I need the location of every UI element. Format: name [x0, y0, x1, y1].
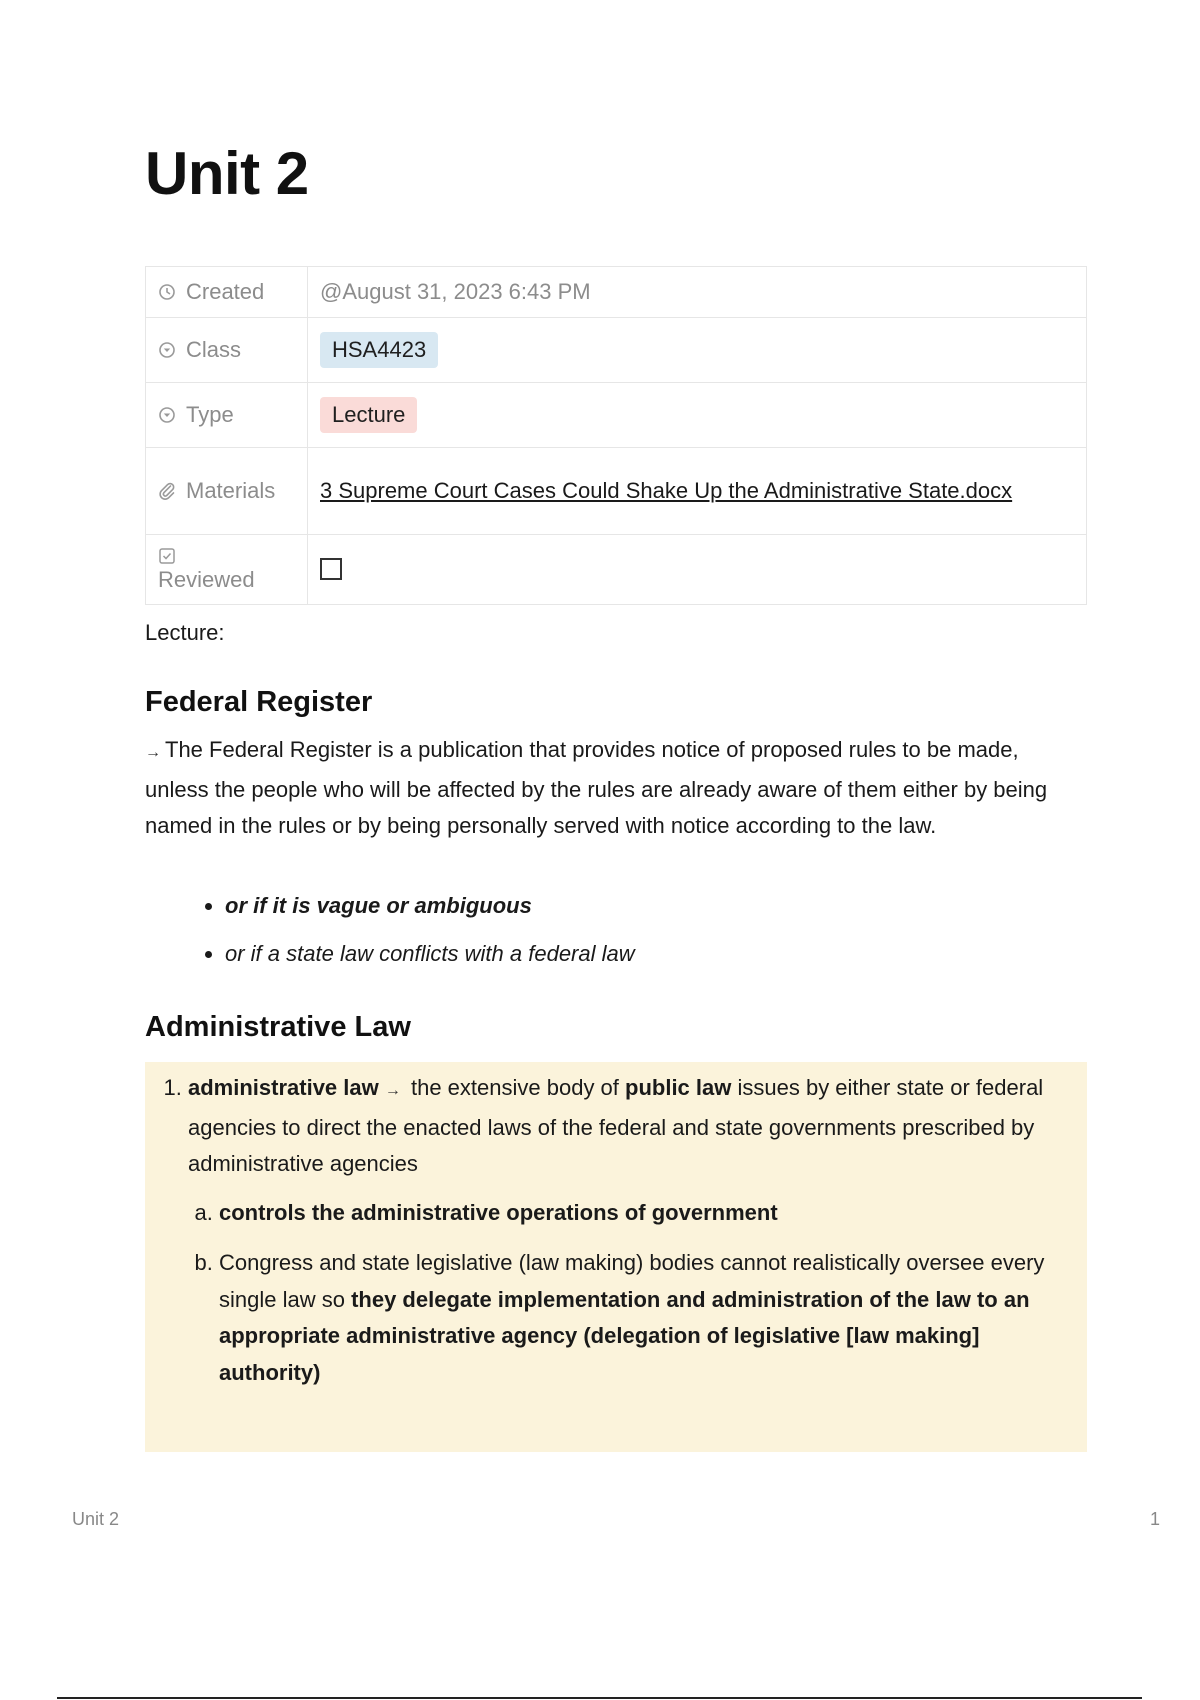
clock-icon — [158, 283, 176, 301]
list-item-administrative-law — [188, 1070, 1075, 1391]
property-key-class — [146, 318, 308, 383]
property-label-class: Class — [186, 337, 242, 362]
administrative-law-callout — [145, 1062, 1087, 1452]
property-value-created — [308, 267, 1087, 318]
administrative-law-list — [157, 1070, 1075, 1391]
arrow-icon: → — [384, 1082, 401, 1099]
term-public-law: public law — [625, 1075, 732, 1100]
class-tag[interactable]: HSA4423 — [320, 332, 438, 368]
properties-table — [145, 266, 1087, 605]
property-row-class — [146, 318, 1087, 383]
property-label-reviewed: Reviewed — [158, 566, 255, 592]
reviewed-checkbox[interactable] — [320, 558, 342, 580]
property-row-reviewed — [146, 535, 1087, 605]
page-title: Unit 2 — [145, 140, 309, 207]
property-value-type[interactable] — [308, 383, 1087, 448]
property-label-created: Created — [186, 279, 265, 304]
checkbox-icon — [158, 547, 295, 565]
page-number: 1 — [1149, 1509, 1160, 1529]
property-row-created — [146, 267, 1087, 318]
bullet-item-conflict: • or if a state law conflicts with a federal law — [225, 936, 1125, 972]
definition-text-b: issues by either state or federal agencies to direct the enacted laws of the federal and state governments prescribed by administrative agencies — [188, 1075, 1044, 1176]
sublist-item-b — [219, 1245, 1075, 1391]
property-value-class[interactable] — [308, 318, 1087, 383]
federal-register-bullets — [145, 888, 1125, 984]
property-value-materials[interactable] — [308, 448, 1087, 535]
federal-register-paragraph — [145, 732, 1075, 845]
property-row-materials — [146, 448, 1087, 535]
paperclip-icon — [158, 481, 176, 501]
sublist-item-a-text: controls the administrative operations of government — [219, 1199, 778, 1225]
property-row-type — [146, 383, 1087, 448]
property-key-created — [146, 267, 308, 318]
property-value-reviewed[interactable] — [308, 535, 1087, 605]
bottom-divider — [57, 1697, 1142, 1699]
property-key-reviewed — [146, 535, 308, 605]
bullet-item-vague: • or if it is vague or ambiguous — [225, 888, 1125, 924]
materials-file-link[interactable]: 3 Supreme Court Cases Could Shake Up the Administrative State.docx — [320, 478, 1013, 503]
sublist-item-b-bold: they delegate implementation and administration of the law to an appropriate administrative agency (delegation of legislative [law making] authority) — [219, 1286, 1030, 1385]
property-label-type: Type — [186, 402, 234, 427]
federal-register-heading: Federal Register — [145, 686, 373, 718]
sublist-item-b-plain: Congress and state legislative (law making) bodies cannot realistically oversee every single law so — [219, 1250, 1045, 1312]
arrow-icon: → — [145, 744, 161, 761]
select-icon — [158, 341, 176, 359]
definition-text-a: the extensive body of — [404, 1075, 626, 1100]
created-date: @August 31, 2023 6:43 PM — [320, 279, 591, 304]
administrative-law-sublist — [188, 1195, 1075, 1392]
term-administrative-law: administrative law — [188, 1075, 379, 1100]
sublist-item-a — [219, 1195, 1075, 1232]
footer-title: Unit 2 — [72, 1509, 120, 1529]
property-key-materials — [146, 448, 308, 535]
select-icon — [158, 406, 176, 424]
property-key-type — [146, 383, 308, 448]
administrative-law-heading: Administrative Law — [145, 1011, 411, 1043]
property-label-materials: Materials — [186, 478, 276, 503]
type-tag[interactable]: Lecture — [320, 397, 417, 433]
lecture-label: Lecture: — [145, 620, 225, 645]
federal-register-text: The Federal Register is a publication that provides notice of proposed rules to be made, unless the people who will be affected by the rules are already aware of them either by being named in the rules or by being personally served with notice according to the law. — [145, 737, 1048, 838]
